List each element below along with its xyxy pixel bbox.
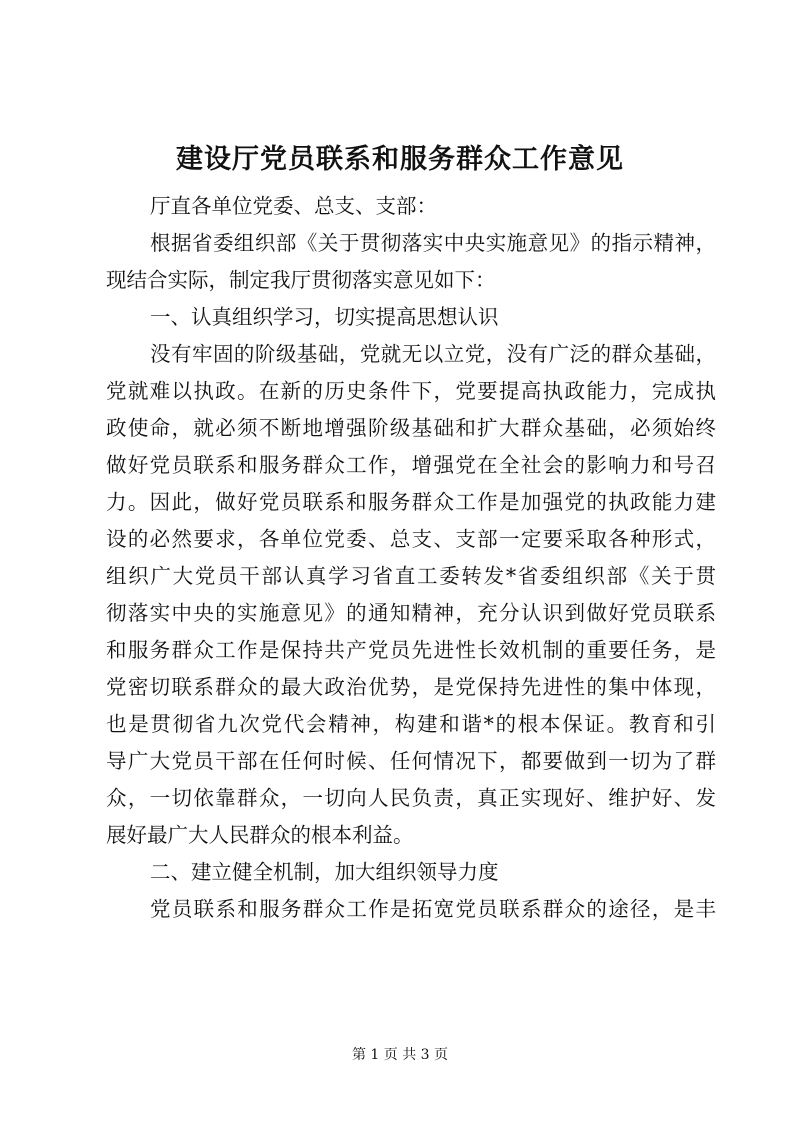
paragraph-line: 众，一切依靠群众，一切向人民负责，真正实现好、维护好、发 [106,786,716,810]
document-title: 建设厅党员联系和服务群众工作意见 [176,144,624,175]
paragraph-line: 展好最广大人民群众的根本利益。 [106,823,414,847]
intro-line-2: 现结合实际，制定我厅贯彻落实意见如下： [106,268,496,292]
paragraph-line: 也是贯彻省九次党代会精神，构建和谐*的根本保证。教育和引 [106,712,716,736]
paragraph-line: 和服务群众工作是保持共产党员先进性长效机制的重要任务，是 [106,638,716,662]
paragraph-line: 彻落实中央的实施意见》的通知精神，充分认识到做好党员联系 [106,601,716,625]
paragraph-line: 力。因此，做好党员联系和服务群众工作是加强党的执政能力建 [106,490,716,514]
document-body [106,188,716,928]
paragraph-line: 设的必然要求，各单位党委、总支、支部一定要采取各种形式， [106,527,716,551]
paragraph-line: 做好党员联系和服务群众工作，增强党在全社会的影响力和号召 [106,453,716,477]
salutation-line: 厅直各单位党委、总支、支部： [150,194,437,218]
section-heading-2: 二、建立健全机制，加大组织领导力度 [150,860,499,884]
paragraph-line: 没有牢固的阶级基础，党就无以立党，没有广泛的群众基础， [150,342,716,366]
paragraph-line: 导广大党员干部在任何时候、任何情况下，都要做到一切为了群 [106,749,716,773]
intro-line-1: 根据省委组织部《关于贯彻落实中央实施意见》的指示精神， [150,231,716,255]
page-footer: 第 1 页 共 3 页 [351,1047,449,1063]
paragraph-line: 党密切联系群众的最大政治优势，是党保持先进性的集中体现， [106,675,716,699]
paragraph-line: 组织广大党员干部认真学习省直工委转发*省委组织部《关于贯 [106,564,716,588]
paragraph-line: 党就难以执政。在新的历史条件下，党要提高执政能力，完成执 [106,379,716,403]
section-heading-1: 一、认真组织学习，切实提高思想认识 [150,305,499,329]
paragraph-line: 政使命，就必须不断地增强阶级基础和扩大群众基础，必须始终 [106,416,716,440]
paragraph-line: 党员联系和服务群众工作是拓宽党员联系群众的途径，是丰 [150,897,716,921]
